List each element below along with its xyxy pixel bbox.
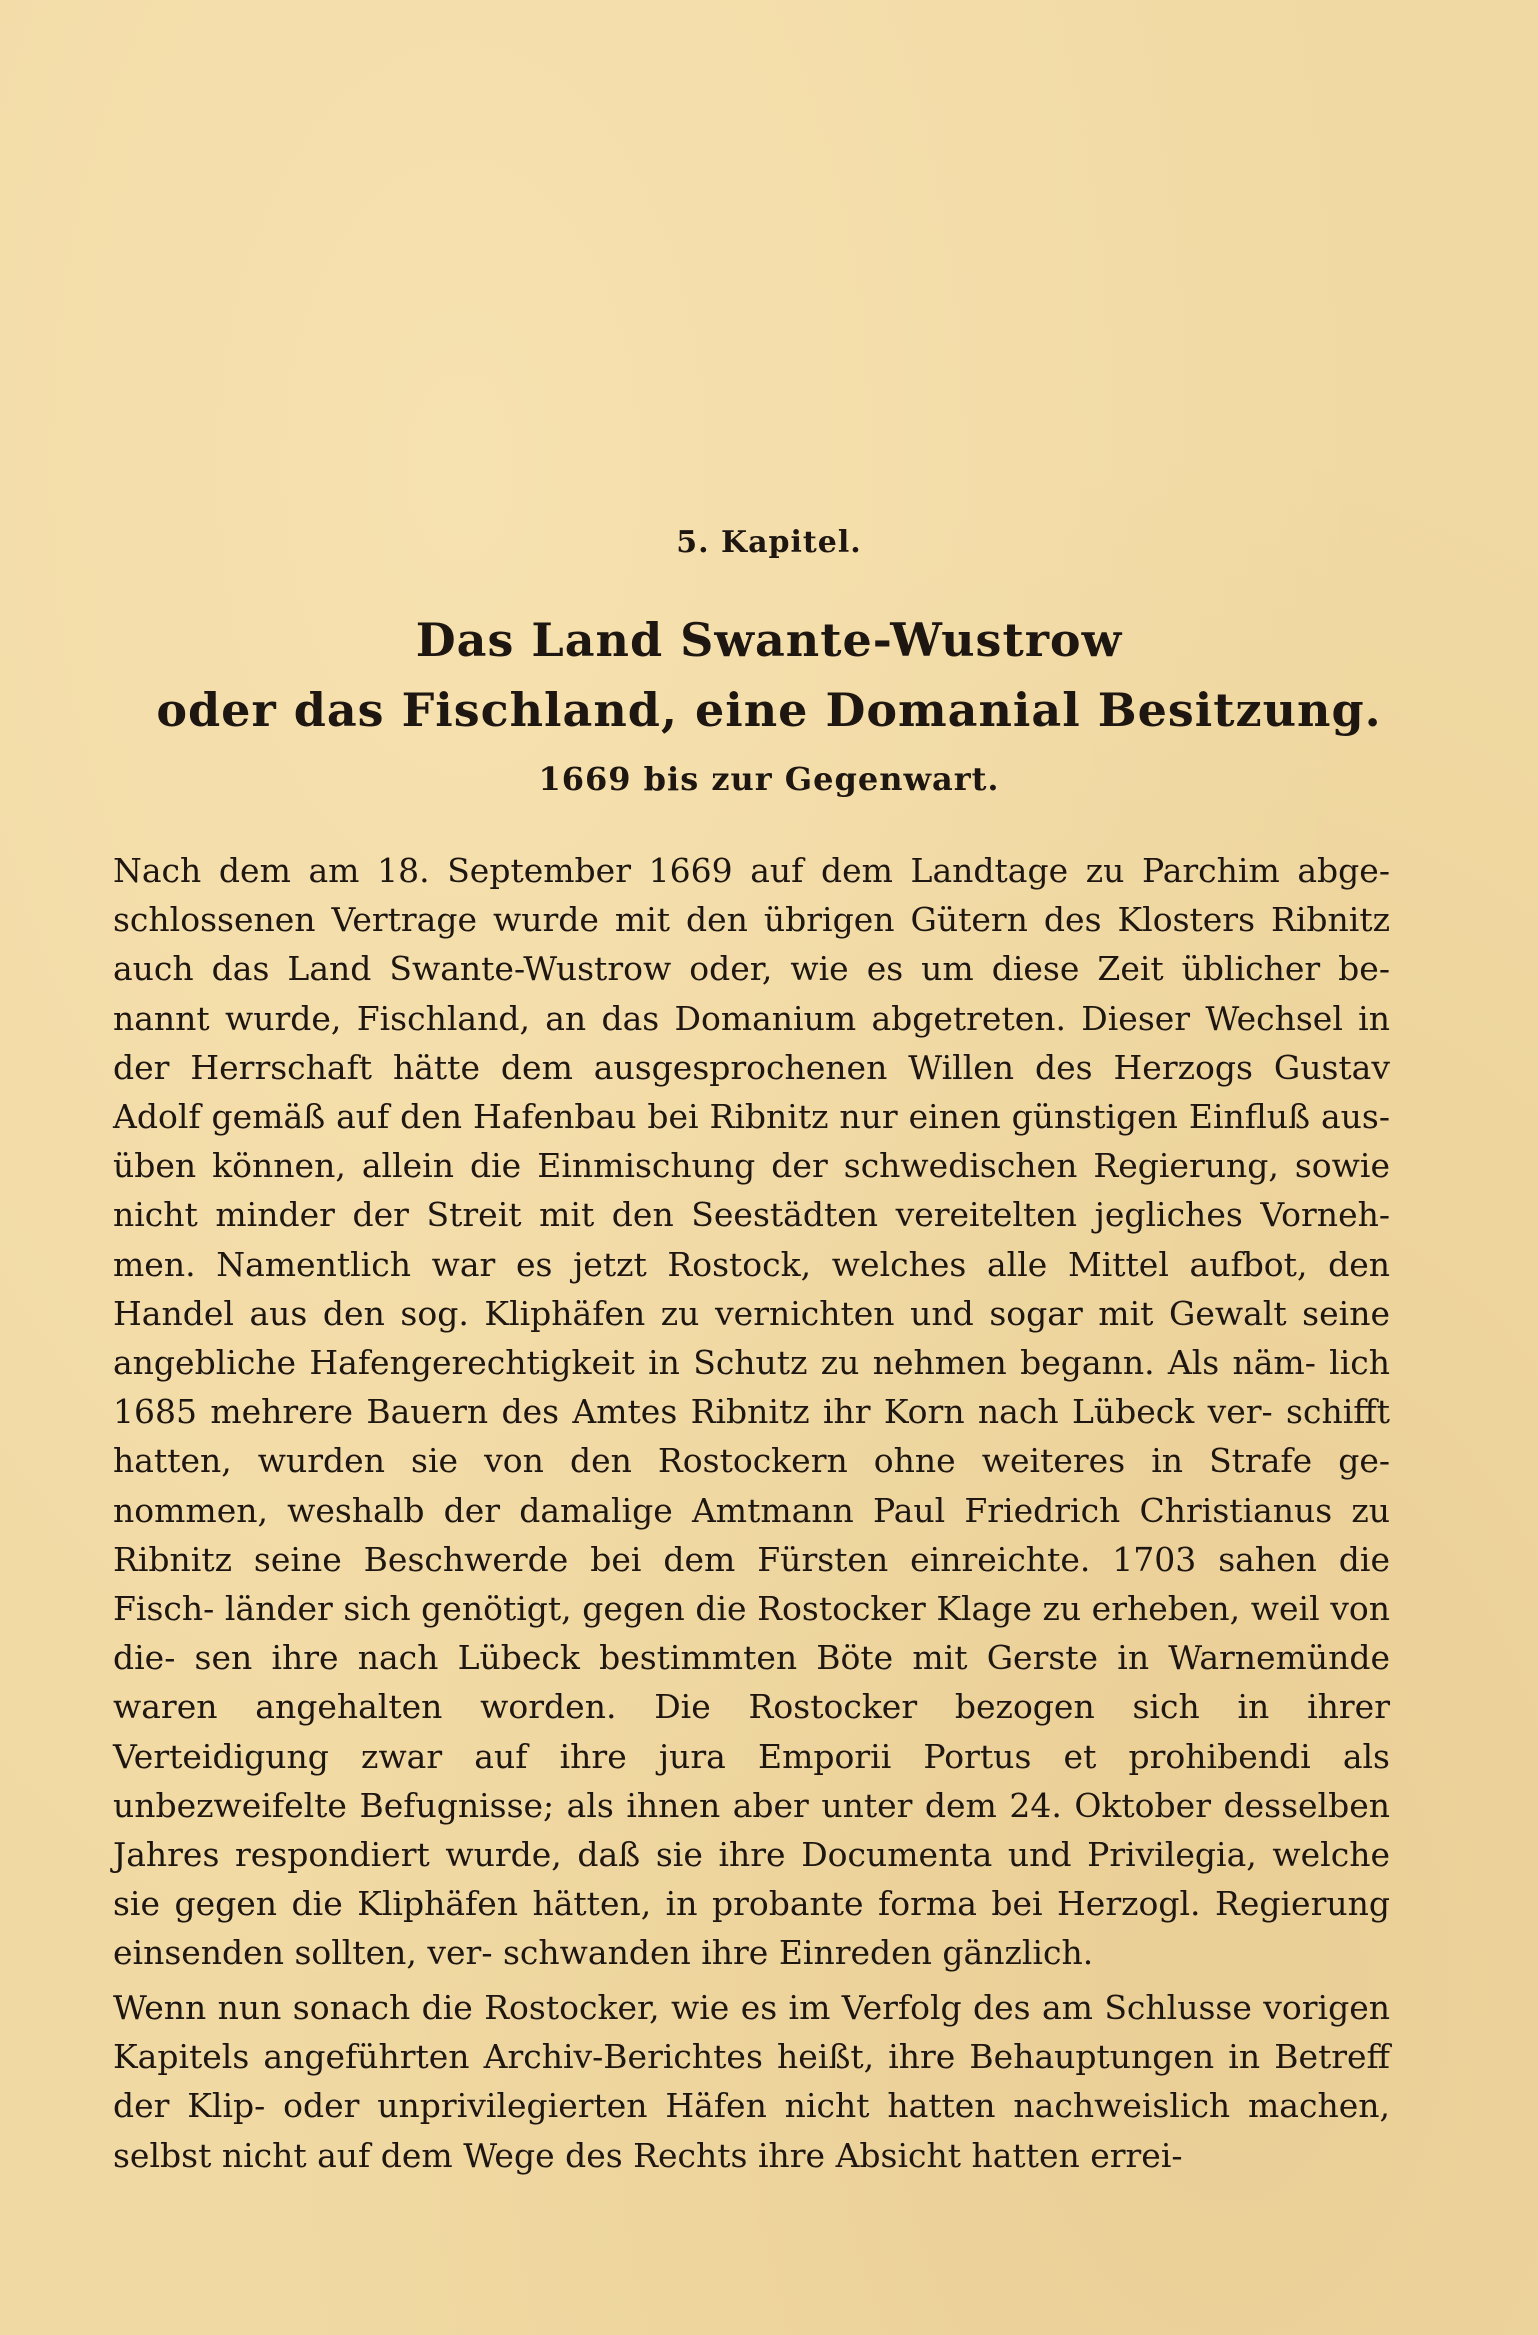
chapter-number: 5. Kapitel. bbox=[676, 525, 862, 560]
body-paragraph-1: Nach dem am 18. September 1669 auf dem Landtage zu Parchim abge- schlossenen Vertrage wurde mit den übrigen Gütern des Klosters Ribnitz auch das Land Swante-Wustrow oder, wie es um diese Zeit üblicher be- nannt wurde, Fischland, an das Domanium abgetreten. Dieser Wechsel in der Herrschaft hätte dem ausgesprochenen Willen des Herzogs Gustav Adolf gemäß auf den Hafenbau bei Ribnitz nur einen günstigen Einfluß aus- üben können, allein die Einmischung der schwedischen Regierung, sowie nicht minder der Streit mit den Seestädten vereitelten jegliches Vorneh- men. Namentlich war es jetzt Rostock, welches alle Mittel aufbot, den Handel aus den sog. Kliphäfen zu vernichten und sogar mit Gewalt seine angebliche Hafengerechtigkeit in Schutz zu nehmen begann. Als näm- lich 1685 mehrere Bauern des Amtes Ribnitz ihr Korn nach Lübeck ver- schifft hatten, wurden sie von den Rostockern ohne weiteres in Strafe ge- nommen, weshalb der damalige Amtmann Paul Friedrich Christianus zu Ribnitz seine Beschwerde bei dem Fürsten einreichte. 1703 sahen die Fisch- länder sich genötigt, gegen die Rostocker Klage zu erheben, weil von die- sen ihre nach Lübeck bestimmten Böte mit Gerste in Warnemünde waren angehalten worden. Die Rostocker bezogen sich in ihrer Verteidigung zwar auf ihre jura Emporii Portus et prohibendi als unbezweifelte Befugnisse; als ihnen aber unter dem 24. Oktober desselben Jahres respondiert wurde, daß sie ihre Documenta und Privilegia, welche sie gegen die Kliphäfen hätten, in probante forma bei Herzogl. Regierung einsenden sollten, ver- schwanden ihre Einreden gänzlich. bbox=[113, 851, 1390, 1973]
chapter-subtitle: 1669 bis zur Gegenwart. bbox=[538, 760, 1000, 798]
chapter-title bbox=[0, 605, 1538, 745]
chapter-title-line-2: oder das Fischland, eine Domanial Besitzung. bbox=[156, 683, 1382, 737]
chapter-title-line-1: Das Land Swante-Wustrow bbox=[415, 613, 1123, 667]
body-paragraph-2: Wenn nun sonach die Rostocker, wie es im Verfolg des am Schlusse vorigen Kapitels angeführten Archiv-Berichtes heißt, ihre Behauptungen in Betreff der Klip- oder unprivilegierten Häfen nicht hatten nachweislich machen, selbst nicht auf dem Wege des Rechts ihre Absicht hatten errei- bbox=[113, 1988, 1390, 2175]
